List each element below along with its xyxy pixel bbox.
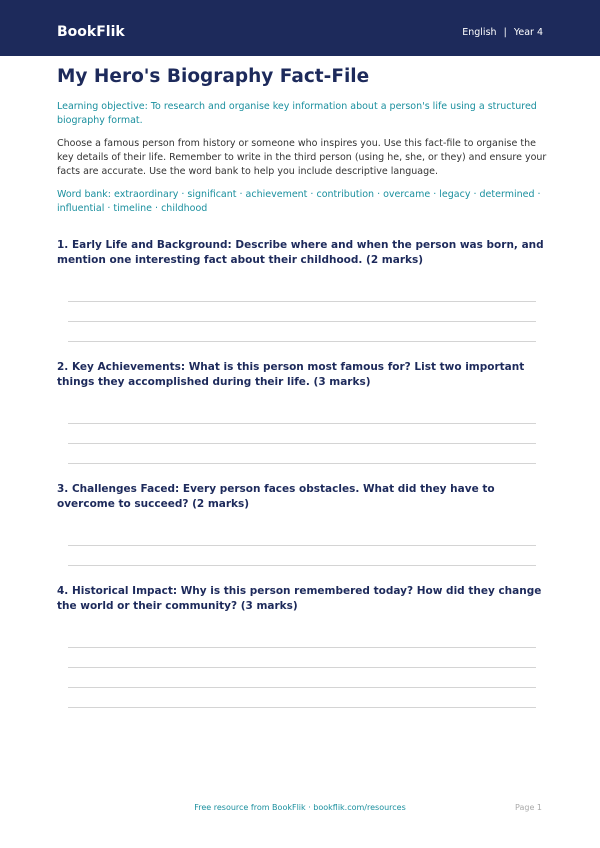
answer-line[interactable] [68, 687, 536, 688]
answer-line[interactable] [68, 301, 536, 302]
question-4-prompt: 4. Historical Impact: Why is this person remembered today? How did they change the world or their community? (3 marks) [57, 585, 542, 612]
subject-year-label [462, 26, 543, 40]
question-3-prompt: 3. Challenges Faced: Every person faces obstacles. What did they have to overcome to succeed? (2 marks) [57, 483, 495, 510]
question-3 [57, 482, 547, 566]
answer-line[interactable] [68, 565, 536, 566]
subject-label: English [462, 27, 497, 38]
answer-line[interactable] [68, 423, 536, 424]
worksheet-content [57, 64, 547, 708]
answer-line[interactable] [68, 707, 536, 708]
answer-line[interactable] [68, 545, 536, 546]
answer-line[interactable] [68, 341, 536, 342]
word-bank: Word bank: extraordinary · significant · achievement · contribution · overcame · legacy · determined · influential · timeline · childhood [57, 189, 541, 214]
question-2-prompt: 2. Key Achievements: What is this person most famous for? List two important things they accomplished during their life. (3 marks) [57, 361, 525, 388]
page-number: Page 1 [515, 803, 542, 812]
answer-line[interactable] [68, 443, 536, 444]
page-header [0, 0, 600, 56]
instructions: Choose a famous person from history or someone who inspires you. Use this fact-file to organise the key details of their life. Remember to write in the third person (using he, she, or they) and ensure your facts are accurate. Use the word bank to help you include descriptive language. [57, 138, 547, 177]
question-2 [57, 360, 547, 464]
meta-separator: | [503, 27, 507, 38]
year-label: Year 4 [513, 27, 543, 38]
answer-line[interactable] [68, 667, 536, 668]
answer-line[interactable] [68, 647, 536, 648]
footer-credit[interactable]: Free resource from BookFlik · bookflik.com/resources [194, 803, 406, 812]
brand-logo: BookFlik [57, 24, 125, 40]
answer-line[interactable] [68, 463, 536, 464]
question-4 [57, 584, 547, 708]
answer-line[interactable] [68, 321, 536, 322]
answer-lines-4 [57, 647, 547, 708]
answer-lines-1 [57, 301, 547, 342]
page-title: My Hero's Biography Fact-File [57, 66, 370, 87]
answer-lines-2 [57, 423, 547, 464]
question-1 [57, 238, 547, 342]
answer-lines-3 [57, 545, 547, 566]
question-1-prompt: 1. Early Life and Background: Describe where and when the person was born, and mention one interesting fact about their childhood. (2 marks) [57, 239, 544, 266]
learning-objective: Learning objective: To research and organise key information about a person's life using a structured biography format. [57, 101, 537, 126]
